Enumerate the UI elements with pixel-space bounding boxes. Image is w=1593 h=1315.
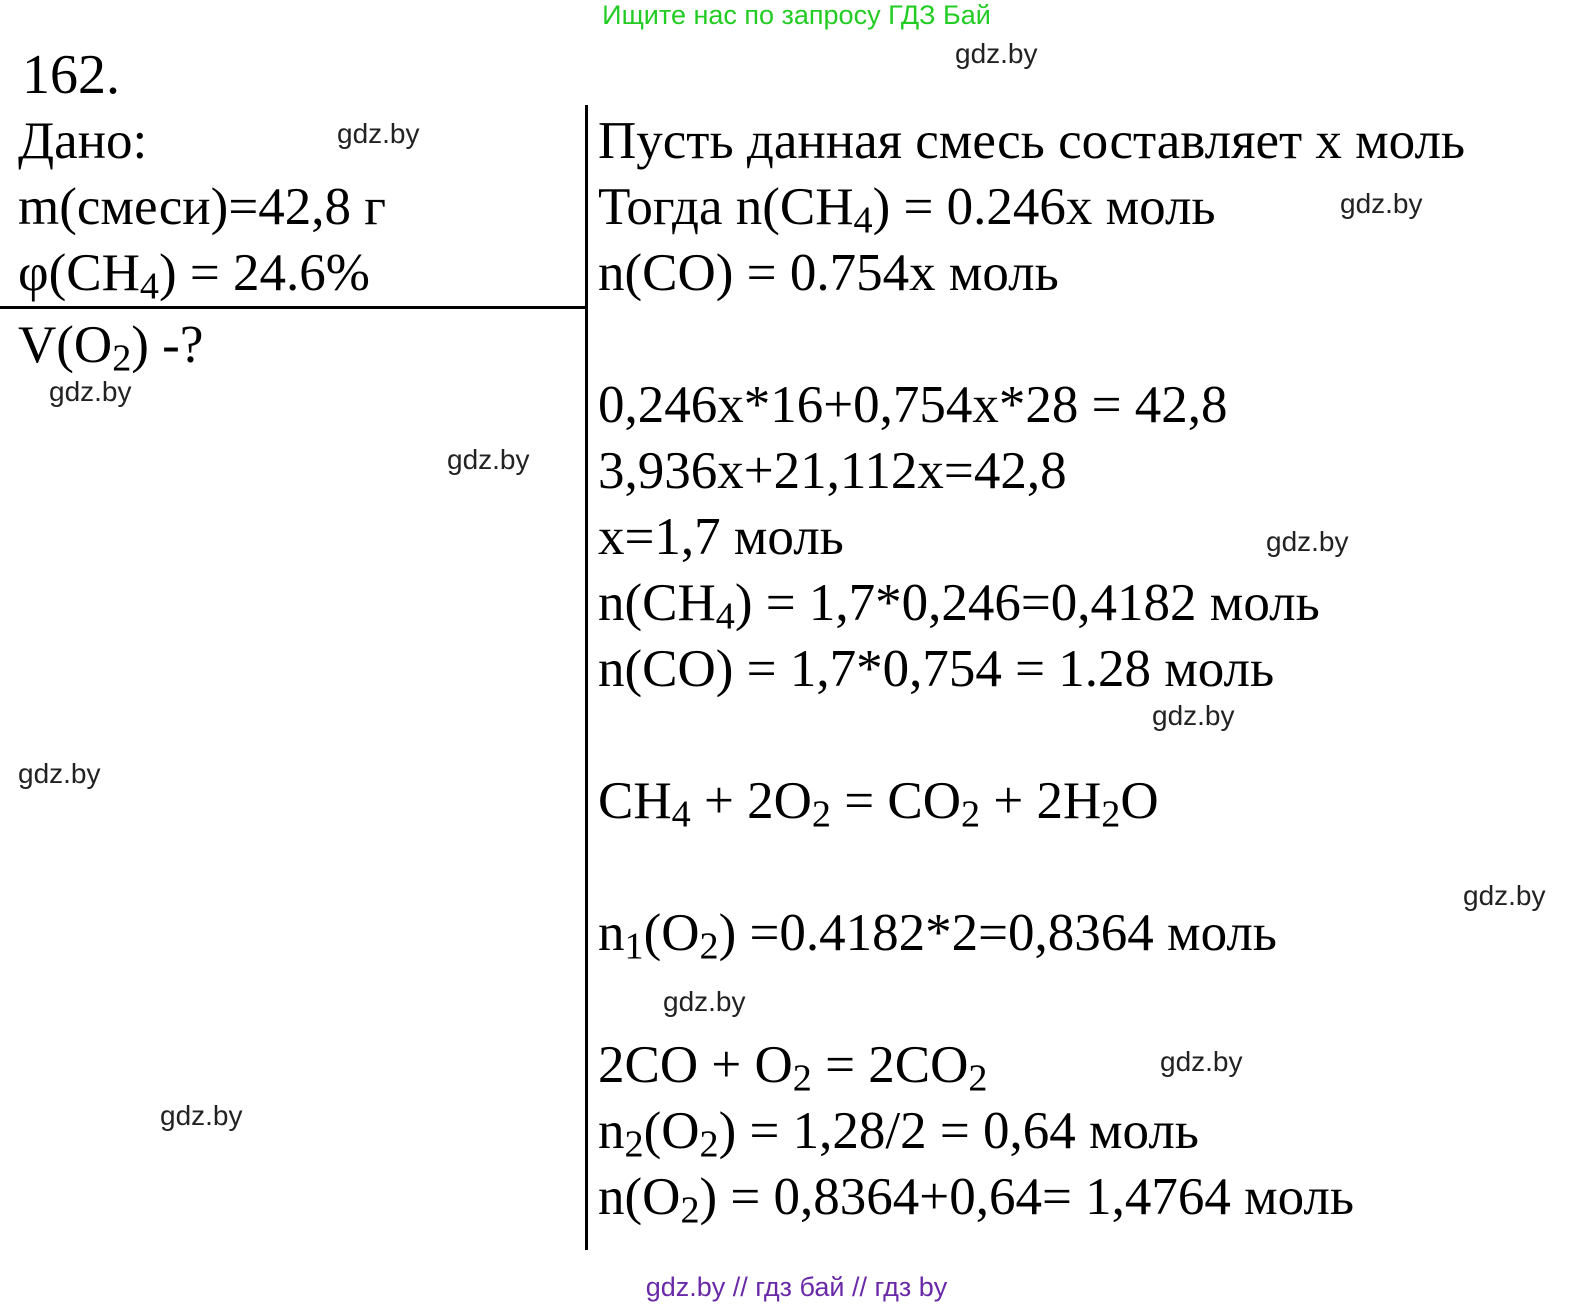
solution-line-8: n(CO) = 1,7*0,754 = 1.28 моль: [598, 640, 1275, 698]
find-volume: $V(O_2)$ -?: [18, 316, 204, 380]
watermark: gdz.by: [663, 986, 746, 1017]
watermark: gdz.by: [18, 758, 101, 789]
watermark: gdz.by: [1160, 1046, 1243, 1077]
given-fraction: $\varphi(CH_4) = 24.6\%$: [18, 244, 370, 308]
watermark: gdz.by: [447, 444, 530, 475]
watermark: gdz.by: [1463, 880, 1546, 911]
given-heading: Дано:: [18, 112, 148, 170]
problem-number: 162.: [22, 44, 120, 106]
solution-line-3: n(CO) = 0.754x моль: [598, 244, 1059, 302]
watermark: gdz.by: [49, 376, 132, 407]
equation-co-combustion: $2CO + O_2 = 2CO_2$: [598, 1036, 988, 1100]
bottom-banner[interactable]: gdz.by // гдз бай // гдз by: [645, 1272, 948, 1302]
solution-line-10: $n_2(O_2) = 1,28/2 = 0,64$ моль: [598, 1102, 1199, 1166]
solution-line-1: Пусть данная смесь составляет x моль: [598, 112, 1466, 170]
horizontal-divider: [0, 306, 587, 309]
top-banner[interactable]: Ищите нас по запросу ГДЗ Бай: [602, 0, 991, 30]
watermark: gdz.by: [1340, 188, 1423, 219]
vertical-divider: [585, 105, 588, 1250]
watermark: gdz.by: [337, 118, 420, 149]
solution-line-2: Тогда $n(CH_4) = 0.246x$ моль: [598, 178, 1216, 242]
solution-line-4: 0,246x*16+0,754x*28 = 42,8: [598, 376, 1228, 434]
solution-line-9: $n_1(O_2) =0.4182*2=0,8364$ моль: [598, 904, 1277, 968]
watermark: gdz.by: [160, 1100, 243, 1131]
solution-line-6: x=1,7 моль: [598, 508, 844, 566]
given-mass: m(смеси)=42,8 г: [18, 178, 386, 236]
equation-methane-combustion: $CH_4 + 2O_2 = CO_2 + 2H_2O$: [598, 772, 1159, 836]
solution-line-7: $n(CH_4) = 1,7*0,246=0,4182$ моль: [598, 574, 1320, 638]
watermark: gdz.by: [1266, 526, 1349, 557]
solution-line-11: $n(O_2) = 0,8364+0,64= 1,4764$ моль: [598, 1168, 1355, 1232]
watermark: gdz.by: [955, 38, 1038, 69]
solution-line-5: 3,936x+21,112x=42,8: [598, 442, 1067, 500]
watermark: gdz.by: [1152, 700, 1235, 731]
